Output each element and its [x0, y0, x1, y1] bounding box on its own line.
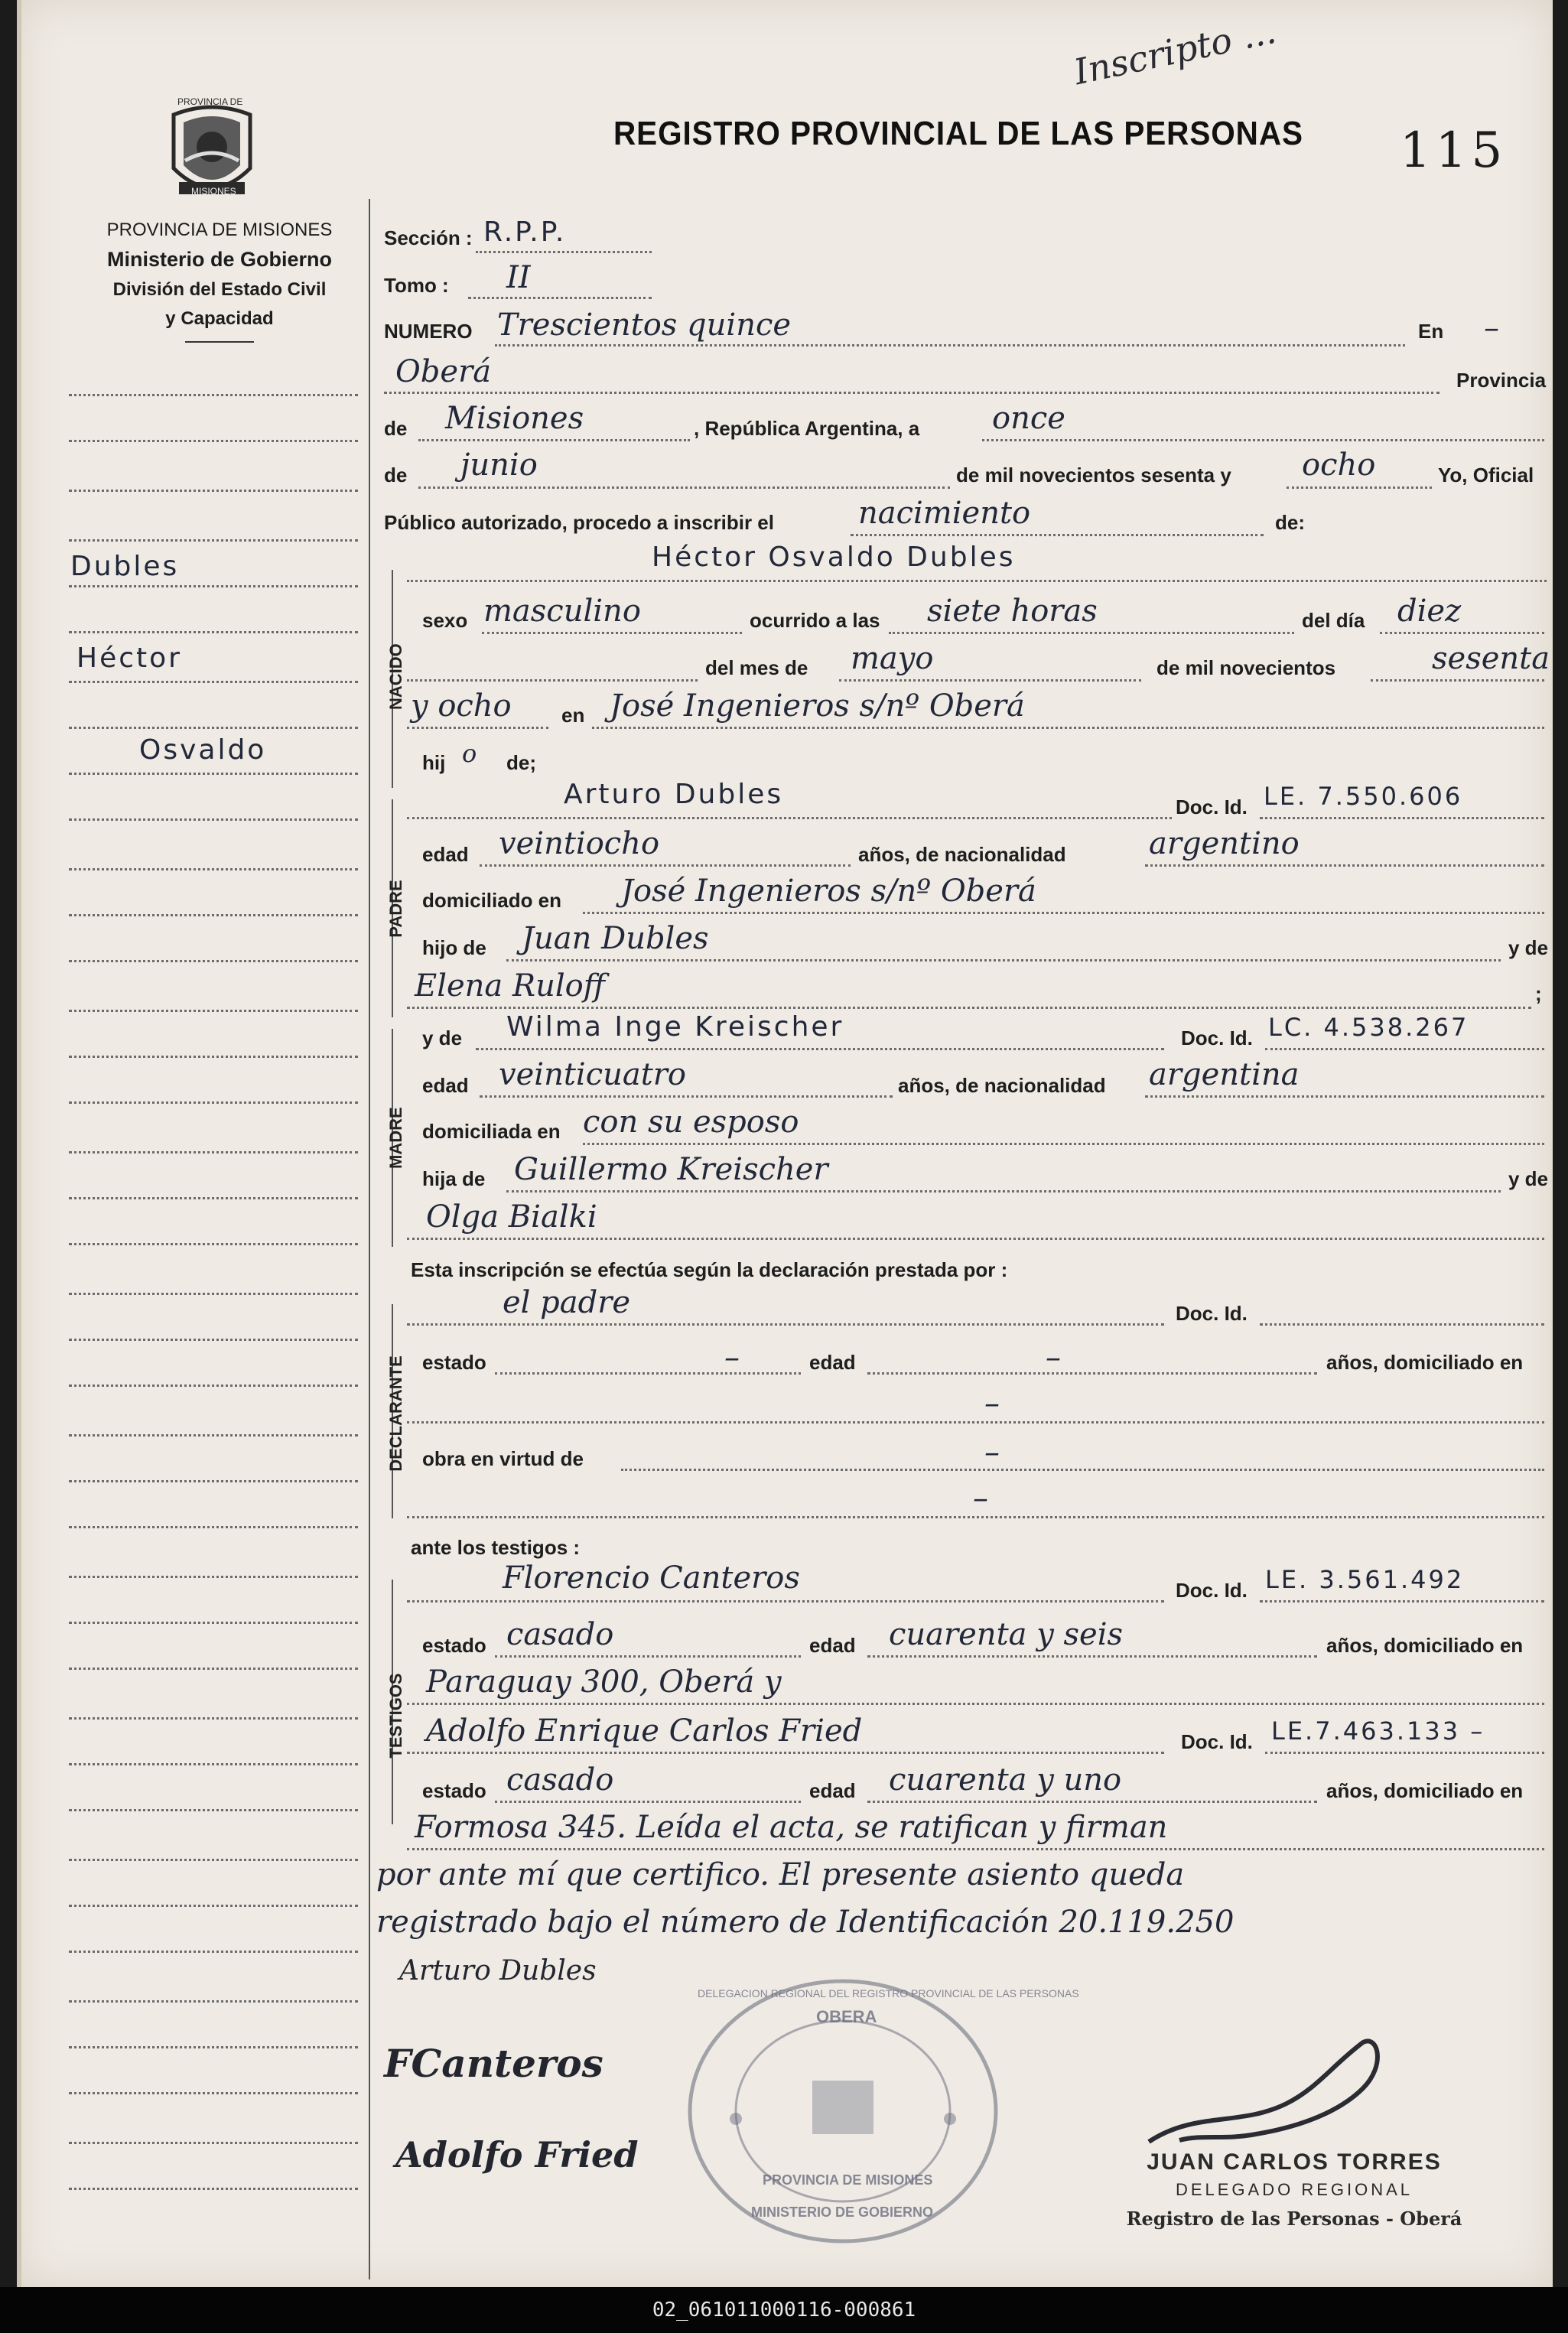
- testigos-label: TESTIGOS: [386, 1673, 405, 1759]
- testigo-2-estado-label: estado: [422, 1779, 486, 1802]
- madre-edad-value: veinticuatro: [499, 1057, 686, 1092]
- page-spine: [17, 0, 21, 2287]
- madre-nacionalidad-value: argentina: [1149, 1057, 1300, 1092]
- declarante-doc-label: Doc. Id.: [1176, 1302, 1248, 1325]
- signature-arturo: Arturo Dubles: [399, 1955, 597, 1986]
- declarante-name: el padre: [503, 1285, 631, 1320]
- margin-middle-name: Osvaldo: [139, 734, 267, 766]
- padre-yde-label: y de: [1508, 936, 1549, 959]
- main-divider: [369, 199, 370, 2279]
- crest-bottom-text: MISIONES: [191, 186, 236, 197]
- official-block: [1111, 2149, 1478, 2230]
- madre-doc-value: LC. 4.538.267: [1268, 1013, 1469, 1042]
- born-place-value: José Ingenieros s/nº Oberá: [610, 688, 1025, 724]
- testigo-2-name: Adolfo Enrique Carlos Fried: [426, 1713, 863, 1749]
- testigo-2-estado-value: casado: [506, 1762, 614, 1798]
- day-value: once: [992, 401, 1065, 436]
- padre-doc-label: Doc. Id.: [1176, 796, 1248, 818]
- place-value: Oberá: [395, 354, 492, 389]
- madre-anos-label: años, de nacionalidad: [898, 1074, 1106, 1097]
- padre-edad-value: veintiocho: [499, 826, 660, 861]
- month-value: junio: [460, 447, 538, 483]
- padre-domicilio-label: domiciliado en: [422, 889, 562, 912]
- testigo-1-anos-label: años, domiciliado en: [1326, 1634, 1524, 1657]
- madre-yde-label: y de: [422, 1027, 463, 1049]
- testigo-2-doc-value: LE.7.463.133 –: [1271, 1716, 1485, 1746]
- hijo-de-label: de;: [506, 751, 536, 774]
- born-year-value-2: y ocho: [411, 688, 512, 724]
- mil-label: de mil novecientos: [1156, 656, 1336, 679]
- de2-label: de: [384, 464, 408, 486]
- born-day-value: diez: [1397, 594, 1462, 629]
- testigo-1-domicilio: Paraguay 300, Oberá y: [426, 1664, 782, 1700]
- testigo-1-edad-value: cuarenta y seis: [889, 1617, 1124, 1652]
- ministry-line-4: y Capacidad: [165, 308, 274, 329]
- padre-edad-label: edad: [422, 843, 469, 866]
- sexo-value: masculino: [483, 594, 641, 629]
- official-name: JUAN CARLOS TORRES: [1147, 2149, 1442, 2175]
- testigo-2-edad-value: cuarenta y uno: [889, 1762, 1122, 1798]
- hour-value: siete horas: [927, 594, 1098, 629]
- madre-domicilio-value: con su esposo: [583, 1105, 799, 1140]
- nacido-label: NACIDO: [386, 643, 405, 710]
- margin-surname: Dubles: [70, 551, 180, 582]
- crest-top-text: PROVINCIA DE: [177, 96, 243, 107]
- de-label: de: [384, 417, 408, 440]
- padre-father-value: Juan Dubles: [522, 921, 709, 956]
- ministry-block: [70, 216, 369, 343]
- born-year-value-1: sesenta: [1432, 641, 1550, 676]
- oficial-label: Yo, Oficial: [1438, 464, 1534, 486]
- testigo-2-domicilio: Formosa 345. Leída el acta, se ratifican y firman: [415, 1810, 1168, 1845]
- year-value: ocho: [1302, 447, 1376, 483]
- ministry-rule: [185, 341, 254, 343]
- madre-edad-label: edad: [422, 1074, 469, 1097]
- testigo-2-anos-label: años, domiciliado en: [1326, 1779, 1524, 1802]
- inscripto-stamp: Inscripto ...: [1070, 9, 1280, 93]
- ministry-line-3: División del Estado Civil: [112, 279, 327, 300]
- closing-line-1: por ante mí que certifico. El presente asiento queda: [376, 1857, 1185, 1892]
- padre-anos-label: años, de nacionalidad: [858, 843, 1066, 866]
- ocurrido-label: ocurrido a las: [750, 609, 880, 632]
- margin-first-name: Héctor: [76, 643, 182, 674]
- numero-label: NUMERO: [384, 320, 473, 343]
- declarante-edad-value: –: [1046, 1340, 1061, 1375]
- testigo-1-doc-label: Doc. Id.: [1176, 1579, 1248, 1602]
- nacido-en-label: en: [561, 704, 585, 727]
- declarante-estado-value: –: [724, 1340, 740, 1375]
- madre-name: Wilma Inge Kreischer: [506, 1011, 844, 1043]
- madre-hija-label: hija de: [422, 1167, 486, 1190]
- seal-bottom-text: MINISTERIO DE GOBIERNO: [751, 2204, 934, 2220]
- official-signature-scribble: [1134, 2019, 1424, 2157]
- padre-hijo-label: hijo de: [422, 936, 486, 959]
- seccion-label: Sección :: [384, 226, 473, 249]
- padre-semicolon: ;: [1535, 982, 1542, 1005]
- testigo-1-estado-value: casado: [506, 1617, 614, 1652]
- padre-label: PADRE: [386, 880, 405, 938]
- seal-outer-text: DELEGACION REGIONAL DEL REGISTRO PROVINCIAL DE LAS PERSONAS: [698, 1987, 1079, 1999]
- madre-yde2-label: y de: [1508, 1167, 1549, 1190]
- madre-father-value: Guillermo Kreischer: [514, 1152, 828, 1187]
- testigo-1-estado-label: estado: [422, 1634, 486, 1657]
- tomo-label: Tomo :: [384, 274, 449, 297]
- seal-inner-text: PROVINCIA DE MISIONES: [763, 2172, 933, 2188]
- declarante-dash-2: –: [984, 1435, 1000, 1470]
- declarante-obra-label: obra en virtud de: [422, 1447, 584, 1470]
- declarante-dash-3: –: [973, 1481, 988, 1516]
- hijo-suffix: o: [462, 739, 477, 768]
- declarante-label: DECLARANTE: [386, 1355, 405, 1472]
- del-mes-label: del mes de: [705, 656, 808, 679]
- footer-id-bar: [0, 2287, 1568, 2333]
- publico-label: Público autorizado, procedo a inscribir el: [384, 511, 774, 534]
- republica-label: , República Argentina, a: [694, 417, 920, 440]
- padre-domicilio-value: José Ingenieros s/nº Oberá: [621, 874, 1036, 909]
- de3-label: de:: [1275, 511, 1305, 534]
- declarante-edad-label: edad: [809, 1351, 856, 1374]
- declarante-estado-label: estado: [422, 1351, 486, 1374]
- madre-domicilio-label: domiciliada en: [422, 1120, 561, 1143]
- numero-value: Trescientos quince: [497, 307, 792, 343]
- seal-top-text: OBERA: [816, 2007, 877, 2026]
- en-value: –: [1484, 311, 1499, 346]
- province-value: Misiones: [445, 401, 584, 436]
- page-number: 115: [1400, 122, 1508, 179]
- declarante-dash-1: –: [984, 1386, 1000, 1421]
- padre-mother-value: Elena Ruloff: [415, 968, 606, 1004]
- tomo-value: II: [506, 260, 531, 295]
- testigo-1-edad-label: edad: [809, 1634, 856, 1657]
- footer-id: 02_061011000116-000861: [652, 2299, 916, 2322]
- official-title: DELEGADO REGIONAL: [1175, 2180, 1413, 2199]
- signature-fried: Adolfo Fried: [395, 2134, 639, 2175]
- page-title: REGISTRO PROVINCIAL DE LAS PERSONAS: [613, 115, 1303, 152]
- testigos-intro: ante los testigos :: [411, 1536, 581, 1559]
- madre-doc-label: Doc. Id.: [1181, 1027, 1253, 1049]
- act-value: nacimiento: [858, 496, 1031, 531]
- seccion-value: R.P.P.: [483, 216, 567, 248]
- en-label: En: [1418, 320, 1444, 343]
- ministry-line-2: Ministerio de Gobierno: [106, 248, 333, 271]
- testigo-1-doc-value: LE. 3.561.492: [1265, 1565, 1465, 1594]
- testigo-1-name: Florencio Canteros: [503, 1560, 800, 1596]
- document-page: [17, 0, 1553, 2287]
- hijo-label: hij: [422, 751, 446, 774]
- provincia-label: Provincia: [1456, 369, 1547, 392]
- year-text-label: de mil novecientos sesenta y: [956, 464, 1231, 486]
- padre-name: Arturo Dubles: [564, 779, 784, 810]
- padre-nacionalidad-value: argentino: [1149, 826, 1300, 861]
- nacido-name: Héctor Osvaldo Dubles: [652, 542, 1016, 573]
- testigo-2-edad-label: edad: [809, 1779, 856, 1802]
- declarante-anos-label: años, domiciliado en: [1326, 1351, 1524, 1374]
- born-month-value: mayo: [851, 641, 934, 676]
- madre-label: MADRE: [386, 1107, 405, 1169]
- madre-mother-value: Olga Bialki: [426, 1199, 597, 1235]
- signature-canteros: FCanteros: [384, 2041, 603, 2086]
- del-dia-label: del día: [1302, 609, 1365, 632]
- closing-line-2: registrado bajo el número de Identificación 20.119.250: [376, 1905, 1235, 1940]
- sexo-label: sexo: [422, 609, 468, 632]
- ministry-line-1: PROVINCIA DE MISIONES: [106, 220, 333, 240]
- testigo-2-doc-label: Doc. Id.: [1181, 1730, 1253, 1753]
- padre-doc-value: LE. 7.550.606: [1264, 782, 1463, 811]
- declarante-intro: Esta inscripción se efectúa según la declaración prestada por :: [411, 1258, 1008, 1281]
- official-office: Registro de las Personas - Oberá: [1126, 2208, 1462, 2230]
